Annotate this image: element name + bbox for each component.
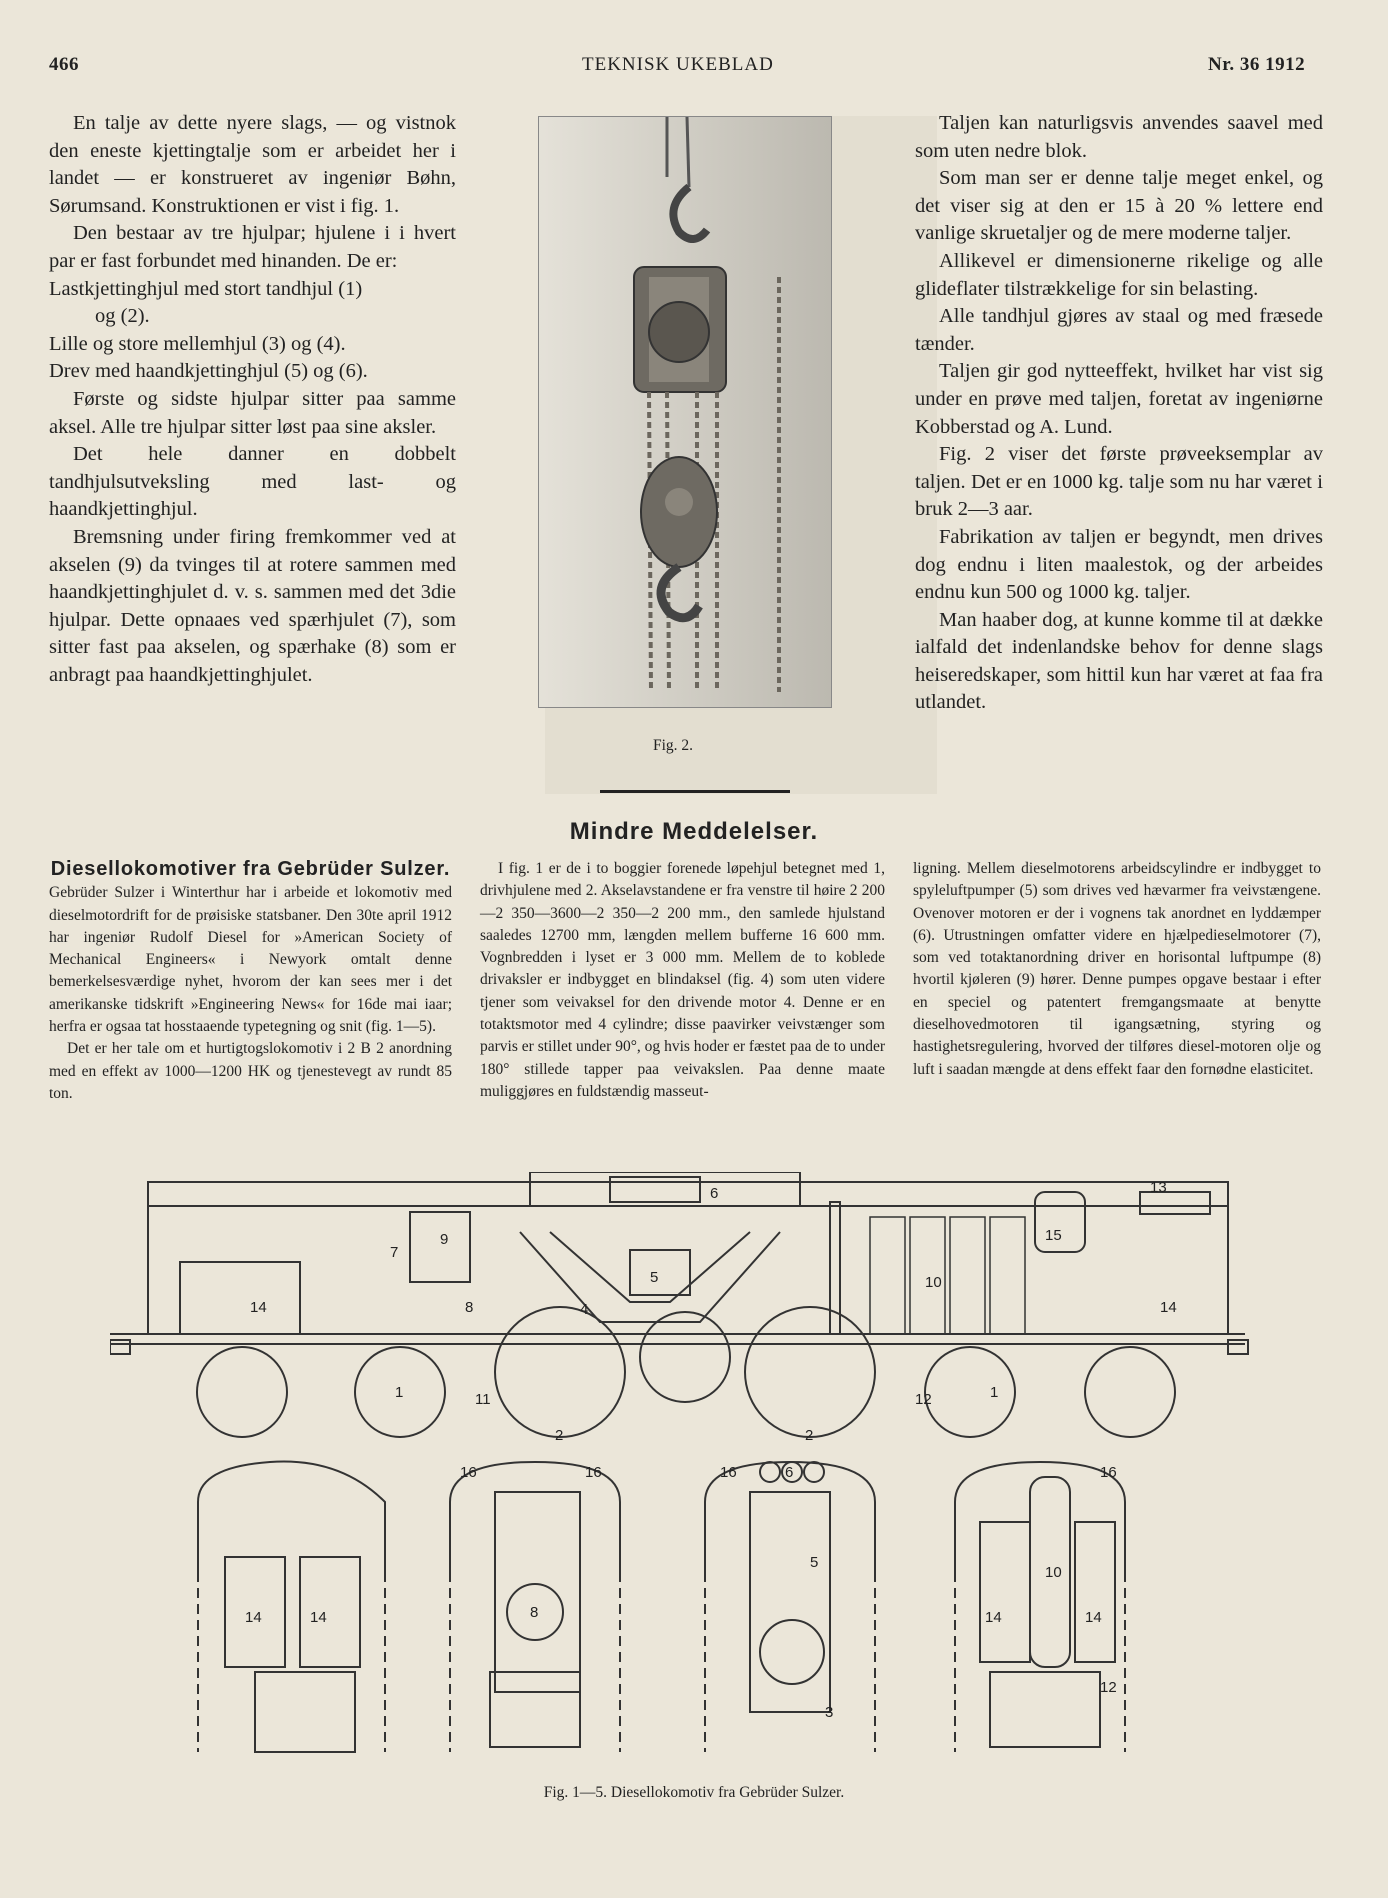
driving-wheel bbox=[745, 1307, 875, 1437]
drawing-label: 16 bbox=[1100, 1464, 1117, 1481]
driving-wheel bbox=[495, 1307, 625, 1437]
paragraph: I fig. 1 er de i to boggier forenede løpehjul betegnet med 1, drivhjulene med 2. Akselavstandene er fra venstre til høire 2 200—2 350—3600—2 350—2 200 mm., den samlede hjulstand saaledes 12700 mm, længden mellem bufferne 16 600 mm. Vognbredden i lyset er 3 000 mm. Mellem de to kobledе drivaksler er indbygget en blindaksel (fig. 4) som uten videre tjener som veivaksel for den drivende motor 4. Denne er en totaktsmotor med 4 cylindre; disse paavirker veivstænger som parvis er stillet under 90°, og hvis hoder er fæstet paa de to under 180° stillede tapper paa veivakslen. Paa denne maate muliggjøres en fuldstændig masseut- bbox=[480, 860, 885, 1100]
article-column-1 bbox=[49, 858, 452, 1105]
right-column bbox=[915, 110, 1323, 717]
blind-axle bbox=[640, 1312, 730, 1402]
drawing-label: 14 bbox=[1085, 1609, 1102, 1626]
drawing-label: 14 bbox=[245, 1609, 262, 1626]
drawing-label: 15 bbox=[1045, 1227, 1062, 1244]
chain-hoist-photo bbox=[538, 116, 832, 708]
drawing-label: 2 bbox=[805, 1427, 814, 1444]
paragraph: Alle tandhjul gjøres av staal og med fræsede tænder. bbox=[915, 305, 1323, 355]
drawing-label: 8 bbox=[465, 1299, 474, 1316]
paragraph: Lastkjettinghjul med stort tandhjul (1) bbox=[49, 277, 363, 300]
drawing-label: 12 bbox=[915, 1391, 932, 1408]
bogie-wheel bbox=[1085, 1347, 1175, 1437]
drawing-label: 7 bbox=[390, 1244, 399, 1261]
drawing-label: 5 bbox=[810, 1554, 819, 1571]
drawing-label: 1 bbox=[395, 1384, 404, 1401]
cross-section-3 bbox=[705, 1462, 875, 1752]
paragraph: Det er her tale om et hurtigtogslokomotiv i 2 B 2 anordning med en effekt av 1000—1200 HK og tjenestevegt av rundt 85 ton. bbox=[49, 1040, 452, 1102]
paragraph: En talje av dette nyere slags, — og vistnok den eneste kjettingtalje som er arbeidet her i landet — er konstrueret av ingeniør Bøhn, Sørumsand. Konstruktionen er vist i fig. 1. bbox=[49, 112, 456, 217]
drawing-label: 2 bbox=[555, 1427, 564, 1444]
page-number: 466 bbox=[49, 54, 79, 75]
paragraph: Det hele danner en dobbelt tandhjulsutveksling med last- og haandkjettinghjul. bbox=[49, 443, 456, 521]
bogie-wheel bbox=[925, 1347, 1015, 1437]
drawing-label: 9 bbox=[440, 1231, 449, 1248]
cross-section-1 bbox=[198, 1462, 385, 1753]
article-column-2 bbox=[480, 858, 885, 1103]
drawing-label: 3 bbox=[825, 1704, 834, 1721]
figure-caption: Fig. 1—5. Diesellokomotiv fra Gebrüder Sulzer. bbox=[543, 1784, 845, 1801]
section-title: Mindre Meddelelser. bbox=[569, 818, 819, 845]
drawing-label: 6 bbox=[785, 1464, 794, 1481]
drawing-label: 11 bbox=[475, 1391, 491, 1408]
paragraph: Fig. 2 viser det første prøveeksemplar av taljen. Det er en 1000 kg. talje som nu har været i bruk 2—3 aar. bbox=[915, 443, 1323, 521]
bogie-wheel bbox=[197, 1347, 287, 1437]
left-column bbox=[49, 110, 456, 689]
article-column-3 bbox=[913, 858, 1321, 1081]
paragraph: Gebrüder Sulzer i Winterthur har i arbeide et lokomotiv med dieselmotordrift for de prøisiske statsbaner. Den 30te april 1912 har ingeniør Rudolf Diesel for »American Society of Mechanical Engineers« i Newyork omtalt denne bemerkelsesværdige nyhet, hvorom der kan sees mer i det amerikanske tidskrift »Engineering News« for 16de mai iaar; herfra er ogsaa tat hosstaaende typetegning og snit (fig. 1—5). bbox=[49, 884, 452, 1036]
photo-caption: Fig. 2. bbox=[653, 737, 694, 754]
cross-section-4 bbox=[955, 1462, 1125, 1752]
paragraph: Første og sidste hjulpar sitter paa samme aksel. Alle tre hjulpar sitter løst paa sine aksler. bbox=[49, 387, 456, 438]
drawing-label: 14 bbox=[1160, 1299, 1177, 1316]
drawing-label: 16 bbox=[585, 1464, 602, 1481]
paragraph: Bremsning under firing fremkommer ved at akselen (9) da tvinges til at rotere sammen med haandkjettinghjulet d. v. s. sammen med det 3die hjulpar. Dette opnaaes ved spærhjulet (7), som sitter fast paa akselen, og spærhake (8) som er anbragt paa haandkjettinghjulet. bbox=[49, 525, 456, 686]
paragraph: Man haaber dog, at kunne komme til at dække ialfald det indenlandske behov for denne slags heiseredskaper, som hittil kun har været at faa fra utlandet. bbox=[915, 608, 1323, 714]
paragraph: ligning. Mellem dieselmotorens arbeidscylindre er indbygget to spyleluftpumper (5) som drives ved hævarmer fra veivstængene. Ovenover motoren er der i vognens tak anordnet en lyddæmper (6). Utrustningen omfatter videre en hjælpedieselmotorer (7), som ved totaktanordning driver en horisontal luftpumpe (8) hvortil kjøleren (9) hører. Denne pumpes opgave bestaar i efter en speciel og patentert fremgangsmaate at benytte dieselhovedmotoren til igangsætning, styring og hastighetsregulering, hvorved der tilføres diesel-motoren olje og luft i saadan mængde at dens effekt faar den fornødne elasticitet. bbox=[913, 860, 1321, 1078]
paragraph: Den bestaar av tre hjulpar; hjulene i i hvert par er fast forbundet med hinanden. De er: bbox=[49, 222, 456, 272]
drawing-label: 14 bbox=[250, 1299, 267, 1316]
section-divider bbox=[600, 790, 790, 793]
drawing-label: 14 bbox=[310, 1609, 327, 1626]
issue-label: Nr. 36 1912 bbox=[1208, 54, 1306, 75]
paragraph: Allikevel er dimensionerne rikelige og alle glideflater tilstrækkelige for sin belasting. bbox=[915, 249, 1323, 300]
drawing-label: 8 bbox=[530, 1604, 539, 1621]
drawing-label: 16 bbox=[720, 1464, 737, 1481]
drawing-label: 13 bbox=[1150, 1179, 1167, 1196]
drawing-label: 1 bbox=[990, 1384, 999, 1401]
drawing-label: 6 bbox=[710, 1185, 719, 1202]
paragraph: Taljen gir god nytteeffekt, hvilket har vist sig under en prøve med taljen, foretat av ingeniørne Kobberstad og A. Lund. bbox=[915, 360, 1323, 438]
chain-hoist-illustration bbox=[539, 117, 831, 707]
paragraph: Lille og store mellemhjul (3) og (4). bbox=[49, 332, 346, 355]
locomotive-drawing bbox=[110, 1172, 1270, 1762]
drawing-label: 10 bbox=[925, 1274, 942, 1291]
journal-title: TEKNISK UKEBLAD bbox=[582, 54, 774, 75]
drawing-label: 16 bbox=[460, 1464, 477, 1481]
paragraph: og (2). bbox=[95, 305, 150, 328]
drawing-label: 4 bbox=[580, 1301, 589, 1318]
paragraph: Som man ser er denne talje meget enkel, og det viser sig at den er 15 à 20 % lettere end vanlige skruetaljer og de mere moderne taljer. bbox=[915, 167, 1323, 245]
drawing-label: 12 bbox=[1100, 1679, 1117, 1696]
drawing-label: 10 bbox=[1045, 1564, 1062, 1581]
paragraph: Taljen kan naturligsvis anvendes saavel med som uten nedre blok. bbox=[915, 112, 1323, 162]
drawing-label: 14 bbox=[985, 1609, 1002, 1626]
drawing-label: 5 bbox=[650, 1269, 659, 1286]
paragraph: Fabrikation av taljen er begyndt, men drives dog endnu i liten maalestok, og der arbeides endnu kun 500 og 1000 kg. taljer. bbox=[915, 525, 1323, 604]
article-heading: Diesellokomotiver fra Gebrüder Sulzer. bbox=[50, 858, 451, 880]
paragraph: Drev med haandkjettinghjul (5) og (6). bbox=[49, 360, 368, 383]
